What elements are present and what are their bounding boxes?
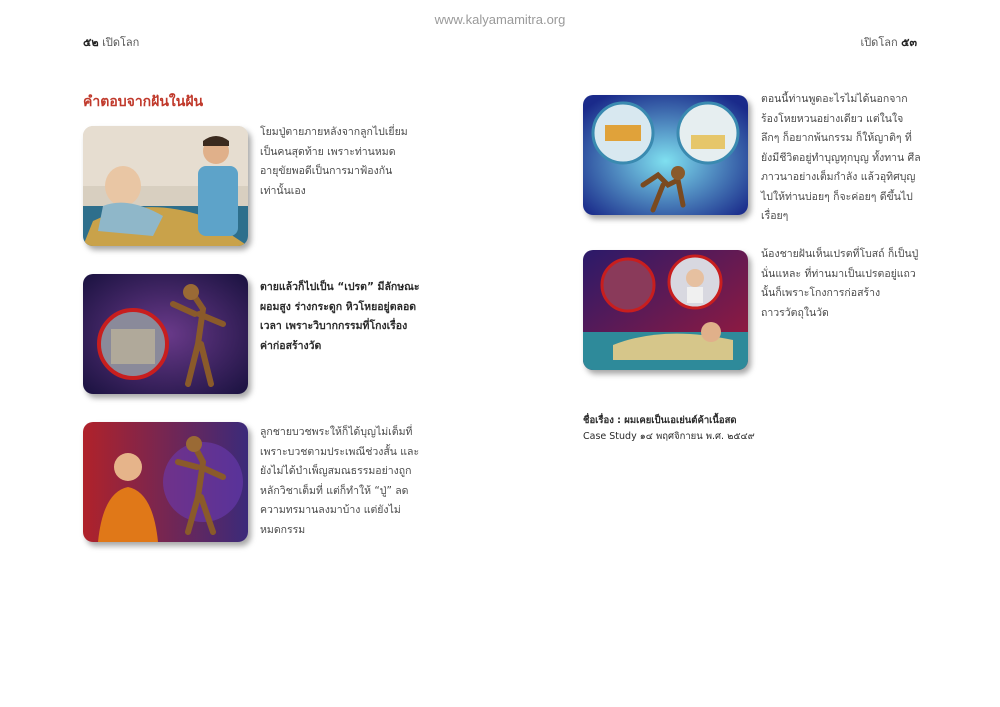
merit-offering-illustration bbox=[583, 95, 748, 215]
skeleton-ghost-illustration bbox=[83, 274, 248, 394]
page-header-title-right: เปิดโลก bbox=[860, 36, 898, 49]
source-title: ชื่อเรื่อง : ผมเคยเป็นเอเย่นต์ค้าเนื้อสด bbox=[583, 415, 737, 426]
page-number-left: ๕๒ bbox=[83, 36, 99, 49]
story-caption-4: ตอนนี้ท่านพูดอะไรไม่ได้นอกจากร้องโหยหวนอย่างเดียว แต่ในใจลึกๆ ก็อยากพ้นกรรม ก็ให้ญาติๆ ที่ยังมีชีวิตอยู่ทำบุญทุกบุญ ทั้งทาน ศีล ภาวนาอย่างเต็มกำลัง แล้วอุทิศบุญไปให้ท่านบ่อยๆ ก็จะค่อยๆ ดีขึ้นไปเรื่อยๆ bbox=[761, 93, 921, 222]
sleeping-dream-illustration bbox=[583, 250, 748, 370]
page-header-title-left: เปิดโลก bbox=[102, 36, 140, 49]
monk-ghost-illustration bbox=[83, 422, 248, 542]
source-case-study: Case Study ๑๔ พฤศจิกายน พ.ศ. ๒๕๔๙ bbox=[583, 431, 755, 442]
section-title: คำตอบจากฝันในฝัน bbox=[83, 94, 204, 110]
grandfather-bed-illustration bbox=[83, 126, 248, 246]
story-caption-1: โยมปู่ตายภายหลังจากลูกไปเยี่ยมเป็นคนสุดท้าย เพราะท่านหมดอายุขัยพอดีเป็นการมาฟ้องกันเท่านั้นเอง bbox=[260, 126, 408, 197]
story-caption-3: ลูกชายบวชพระให้ก็ได้บุญไม่เต็มที่ เพราะบวชตามประเพณีช่วงสั้น และยังไม่ได้บำเพ็ญสมณธรรมอย่างถูกหลักวิชาเต็มที่ แต่ก็ทำให้ “ปู่” ลดความทรมานลงมาบ้าง แต่ยังไม่หมดกรรม bbox=[260, 426, 420, 536]
story-caption-2: ตายแล้วก็ไปเป็น “เปรต” มีลักษณะผอมสูง ร่างกระดูก หิวโหยอยู่ตลอดเวลา เพราะวิบากกรรมที่โกงเรื่องค่าก่อสร้างวัด bbox=[260, 281, 420, 352]
page-number-right: ๕๓ bbox=[901, 36, 917, 49]
source-citation bbox=[583, 413, 755, 445]
page-header-right bbox=[860, 33, 917, 51]
story-caption-5: น้องชายฝันเห็นเปรตที่โบสถ์ ก็เป็นปู่นั่นแหละ ที่ท่านมาเป็นเปรตอยู่แถวนั้นก็เพราะโกงการก่อสร้างถาวรวัตถุในวัด bbox=[761, 248, 919, 319]
page-header-left bbox=[83, 33, 139, 51]
site-url: www.kalyamamitra.org bbox=[434, 12, 566, 27]
